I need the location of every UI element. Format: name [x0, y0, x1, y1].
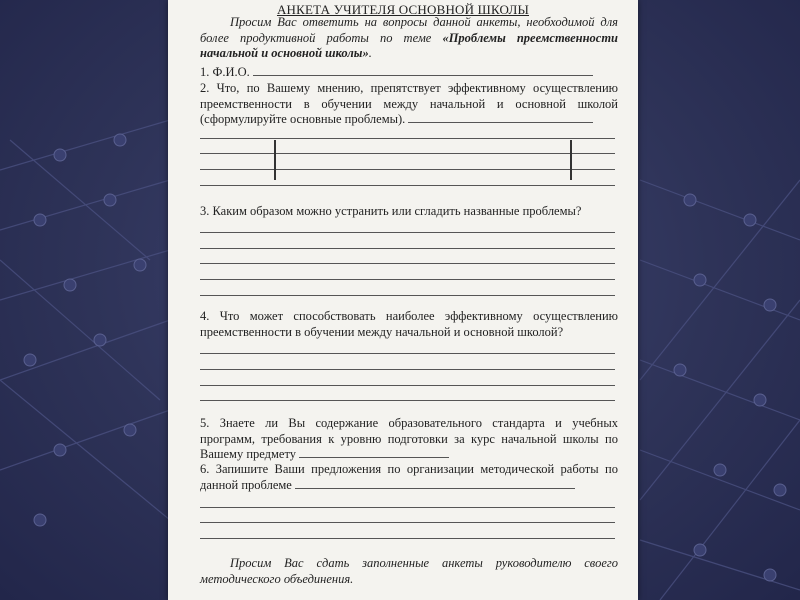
question-5-text: 5. Знаете ли Вы содержание образовательного стандарта и учебных программ, требования к уровню подготовки за курс начальной школы по Вашему предмету [200, 416, 618, 461]
intro-topic: «Проблемы преемственности начальной и основной школы» [200, 30, 618, 60]
answer-line[interactable] [295, 478, 575, 489]
question-4-text: 4. Что может способствовать наиболее эффективному осуществлению преемственности в обучении между начальной и основной школой? [200, 309, 618, 339]
answer-line[interactable] [200, 248, 615, 249]
closing-note: Просим Вас сдать заполненные анкеты руководителю своего методического объединения. [200, 556, 618, 586]
question-5 [200, 416, 618, 463]
answer-line[interactable] [200, 279, 615, 280]
answer-line[interactable] [200, 369, 615, 370]
question-2-text: 2. Что, по Вашему мнению, препятствует эффективному осуществлению преемственности в обучении между начальной и основной школой (сформулируйте основные проблемы). [200, 81, 618, 126]
answer-line[interactable] [200, 232, 615, 233]
answer-line[interactable] [200, 169, 615, 170]
answer-line[interactable] [200, 353, 615, 354]
question-3-text: 3. Каким образом можно устранить или сгладить названные проблемы? [200, 204, 582, 218]
answer-line[interactable] [200, 185, 615, 186]
question-1-text: 1. Ф.И.О. [200, 65, 250, 79]
answer-line[interactable] [200, 522, 615, 523]
question-2 [200, 81, 618, 128]
questionnaire-page [168, 0, 638, 600]
intro-end: . [368, 46, 372, 60]
question-3 [200, 204, 618, 220]
answer-line[interactable] [200, 263, 615, 264]
answer-line[interactable] [200, 538, 615, 539]
answer-line[interactable] [299, 447, 449, 458]
question-1 [200, 65, 618, 81]
intro-text: Просим Вас ответить на вопросы данной анкеты, необходимой для более продуктивной работы по теме [200, 15, 618, 45]
answer-line[interactable] [408, 112, 593, 123]
question-6-text: 6. Запишите Ваши предложения по организации методической работы по данной проблеме [200, 462, 618, 492]
answer-line[interactable] [253, 65, 593, 76]
staple-mark [274, 140, 276, 180]
answer-line[interactable] [200, 385, 615, 386]
staple-mark [570, 140, 572, 180]
intro-paragraph [200, 15, 618, 62]
answer-line[interactable] [200, 507, 615, 508]
question-6 [200, 462, 618, 493]
answer-line[interactable] [200, 400, 615, 401]
answer-line[interactable] [200, 153, 615, 154]
answer-line[interactable] [200, 295, 615, 296]
page-title: АНКЕТА УЧИТЕЛЯ ОСНОВНОЙ ШКОЛЫ [276, 2, 530, 17]
question-4 [200, 309, 618, 340]
answer-line[interactable] [200, 138, 615, 139]
